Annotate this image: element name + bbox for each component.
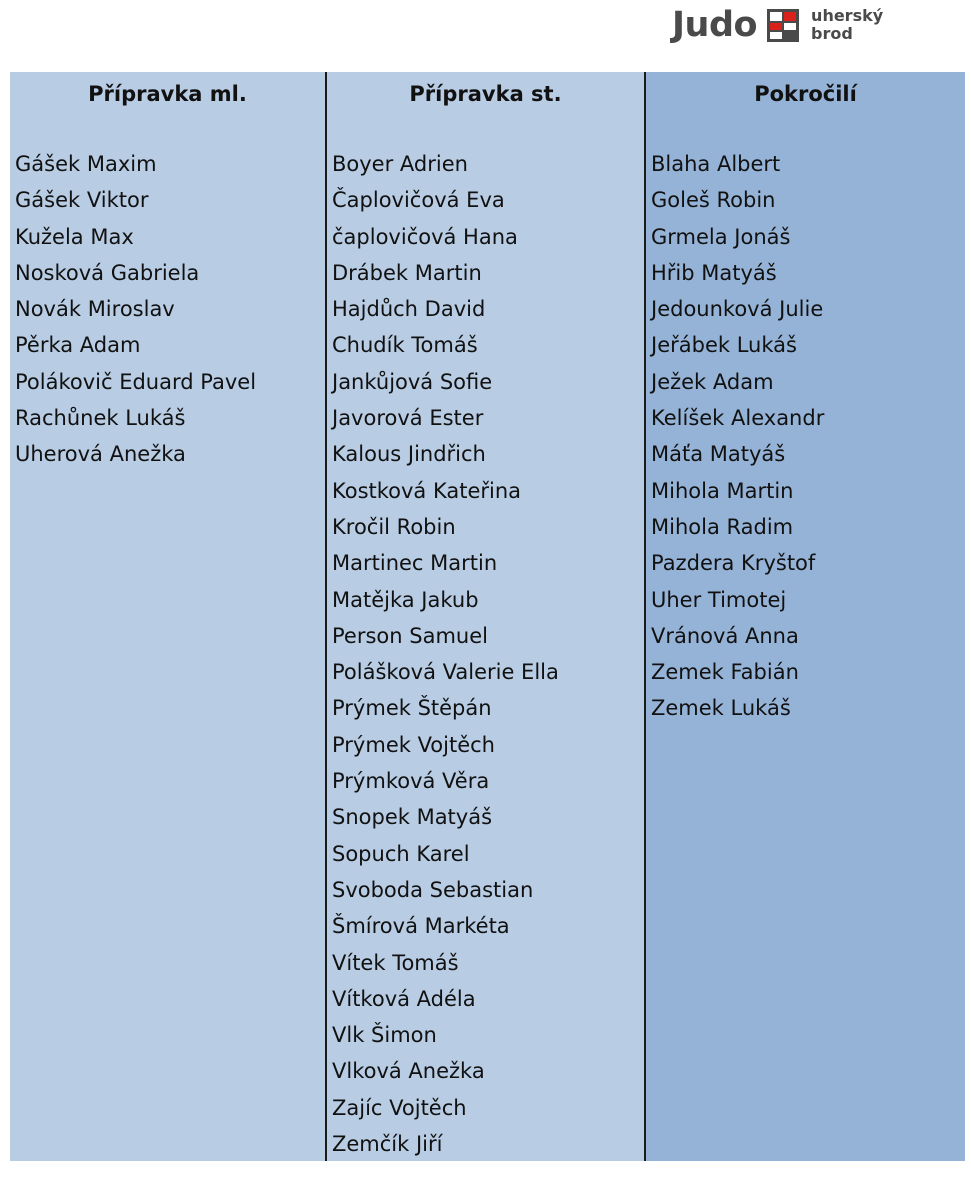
list-item: Drábek Martin bbox=[332, 260, 482, 285]
list-item: Prýmková Věra bbox=[332, 769, 490, 794]
list-item: Goleš Robin bbox=[651, 188, 776, 213]
list-item: Mihola Radim bbox=[651, 514, 794, 539]
list-item: Zajíc Vojtěch bbox=[332, 1095, 467, 1120]
logo-line-1: uherský bbox=[811, 6, 884, 25]
list-item: Jedounková Julie bbox=[651, 297, 824, 322]
list-item: Boyer Adrien bbox=[332, 152, 468, 176]
list-item: Jankůjová Sofie bbox=[332, 369, 493, 394]
column-header: Pokročilí bbox=[754, 82, 857, 106]
list-item: Polákovič Eduard Pavel bbox=[15, 369, 257, 394]
list-item: Kelíšek Alexandr bbox=[651, 406, 825, 431]
judo-uhersky-brod-logo bbox=[672, 4, 883, 46]
list-item: Javorová Ester bbox=[332, 406, 484, 431]
column-pokrocili bbox=[646, 72, 965, 1161]
judo-tatami-icon bbox=[767, 9, 799, 42]
list-item: Vlk Šimon bbox=[332, 1023, 437, 1048]
list-item: Polášková Valerie Ella bbox=[332, 660, 559, 685]
list-item: Uher Timotej bbox=[651, 587, 787, 612]
list-item: Jeřábek Lukáš bbox=[651, 333, 797, 358]
name-list bbox=[15, 146, 325, 473]
list-item: Vítková Adéla bbox=[332, 986, 476, 1011]
list-item: Prýmek Vojtěch bbox=[332, 732, 495, 757]
list-item: Máťa Matyáš bbox=[651, 442, 786, 467]
list-item: Rachůnek Lukáš bbox=[15, 406, 186, 431]
list-item: Kalous Jindřich bbox=[332, 442, 486, 467]
list-item: Kročil Robin bbox=[332, 514, 456, 539]
list-item: Martinec Martin bbox=[332, 551, 498, 576]
list-item: Snopek Matyáš bbox=[332, 805, 493, 830]
column-pripravka-ml bbox=[10, 72, 327, 1161]
list-item: Čaplovičová Eva bbox=[332, 188, 505, 213]
list-item: Kužela Max bbox=[15, 224, 134, 249]
list-item: Svoboda Sebastian bbox=[332, 877, 534, 902]
list-item: Matějka Jakub bbox=[332, 587, 479, 612]
list-item: Pěrka Adam bbox=[15, 333, 141, 358]
group-roster-table bbox=[10, 72, 965, 1161]
column-header: Přípravka st. bbox=[409, 82, 562, 106]
list-item: Ježek Adam bbox=[651, 369, 774, 394]
column-header: Přípravka ml. bbox=[88, 82, 247, 106]
list-item: Blaha Albert bbox=[651, 152, 781, 176]
list-item: Novák Miroslav bbox=[15, 297, 175, 322]
list-item: Šmírová Markéta bbox=[332, 914, 510, 939]
list-item: Pazdera Kryštof bbox=[651, 551, 816, 576]
list-item: Kostková Kateřina bbox=[332, 478, 522, 503]
list-item: Grmela Jonáš bbox=[651, 224, 791, 249]
list-item: Chudík Tomáš bbox=[332, 333, 478, 358]
list-item: Hřib Matyáš bbox=[651, 260, 777, 285]
list-item: Nosková Gabriela bbox=[15, 260, 200, 285]
name-list bbox=[651, 146, 965, 727]
logo-line-2: brod bbox=[811, 24, 853, 43]
logo-subtitle bbox=[811, 7, 883, 43]
list-item: Uherová Anežka bbox=[15, 442, 186, 467]
list-item: Vítek Tomáš bbox=[332, 950, 459, 975]
logo-wordmark: Judo bbox=[672, 5, 758, 45]
list-item: Gášek Maxim bbox=[15, 152, 157, 176]
list-item: Hajdůch David bbox=[332, 297, 486, 322]
list-item: Gášek Viktor bbox=[15, 188, 149, 213]
list-item: Mihola Martin bbox=[651, 478, 794, 503]
list-item: Person Samuel bbox=[332, 623, 488, 648]
list-item: čaplovičová Hana bbox=[332, 224, 518, 249]
list-item: Vránová Anna bbox=[651, 623, 799, 648]
list-item: Zemek Lukáš bbox=[651, 696, 791, 721]
name-list bbox=[332, 146, 644, 1162]
list-item: Zemčík Jiří bbox=[332, 1132, 443, 1157]
list-item: Zemek Fabián bbox=[651, 660, 799, 685]
list-item: Sopuch Karel bbox=[332, 841, 470, 866]
list-item: Prýmek Štěpán bbox=[332, 696, 492, 721]
list-item: Vlková Anežka bbox=[332, 1059, 485, 1084]
column-pripravka-st bbox=[327, 72, 646, 1161]
